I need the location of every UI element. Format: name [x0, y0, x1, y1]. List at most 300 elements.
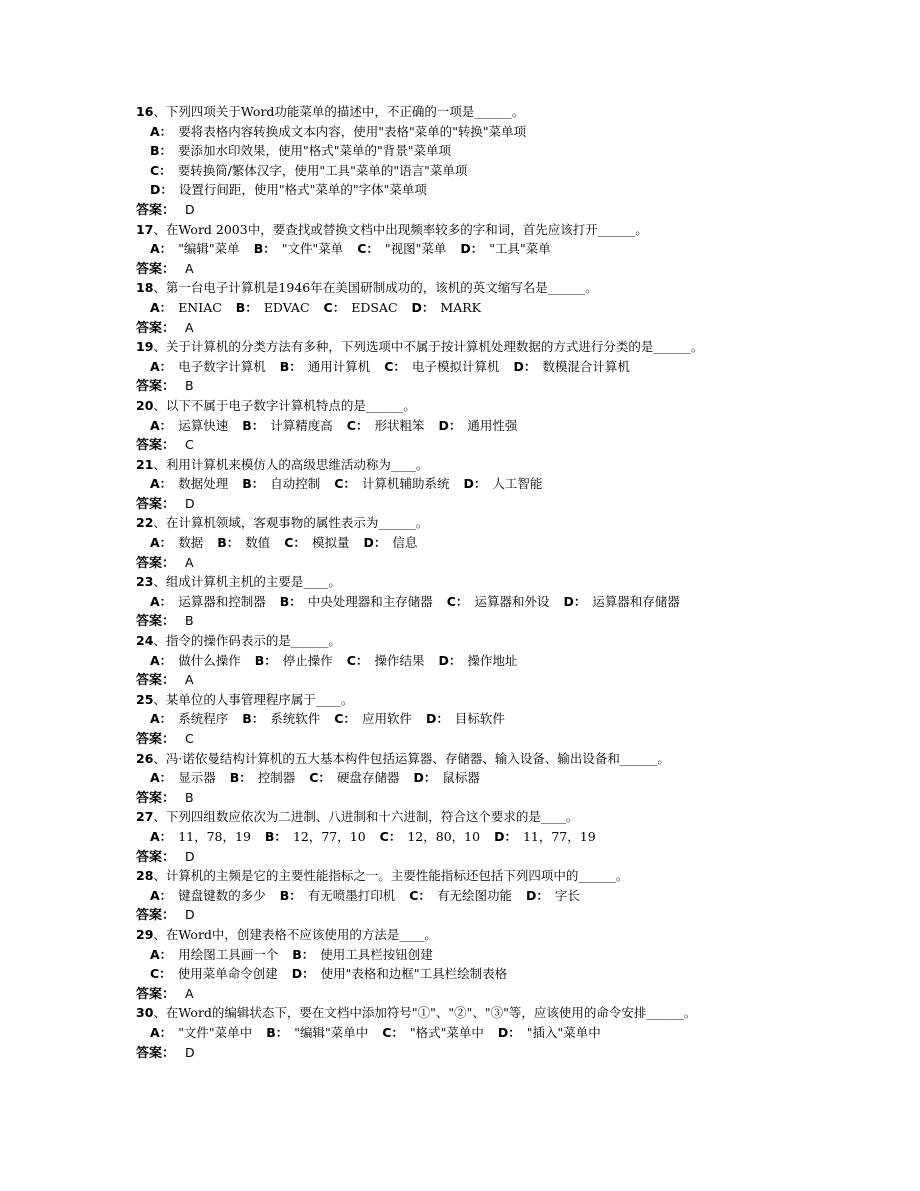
- option: [347, 418, 425, 433]
- option: [150, 653, 241, 668]
- question-stem: [0, 337, 920, 357]
- question-block: [0, 1003, 920, 1062]
- option-text: 计算机辅助系统: [361, 476, 450, 492]
- option-text: 控制器: [257, 770, 296, 786]
- option: [236, 300, 310, 315]
- option-label: C：: [323, 299, 346, 315]
- question-separator: 、: [153, 339, 166, 355]
- option-label: A：: [150, 535, 173, 551]
- option: [494, 829, 596, 844]
- option-line: [0, 239, 920, 259]
- question-block: [0, 455, 920, 514]
- option-label: C：: [446, 593, 469, 609]
- option-label: D：: [438, 417, 462, 433]
- question-number: 23: [136, 574, 154, 590]
- option-label: A：: [150, 887, 173, 903]
- question-separator: 、: [153, 221, 166, 237]
- answer-value: D: [185, 495, 195, 511]
- option: [150, 241, 240, 256]
- answer-line: [0, 1043, 920, 1063]
- answer-line: [0, 553, 920, 573]
- option-text: "格式"菜单中: [409, 1024, 484, 1040]
- question-block: [0, 278, 920, 337]
- question-number: 29: [136, 926, 154, 942]
- option: [409, 888, 512, 903]
- answer-label: 答案：: [136, 849, 176, 865]
- option: [242, 711, 320, 726]
- option: [380, 829, 480, 844]
- option: [334, 476, 449, 491]
- option-label: A：: [150, 828, 173, 844]
- option: [498, 1025, 601, 1040]
- option-label: B：: [253, 241, 276, 257]
- question-stem: [0, 749, 920, 769]
- option-label: C：: [309, 770, 331, 786]
- option-text: 操作结果: [374, 652, 425, 668]
- option-label: B：: [279, 593, 302, 609]
- question-separator: 、: [153, 809, 166, 825]
- option-text: 模拟量: [311, 535, 350, 551]
- option: [280, 594, 433, 609]
- option-text: 中央处理器和主存储器: [307, 593, 433, 609]
- option-text: 电子数字计算机: [178, 358, 266, 374]
- question-list: [0, 102, 920, 1062]
- answer-line: [0, 611, 920, 631]
- option-label: C：: [150, 966, 172, 982]
- answer-line: [0, 494, 920, 514]
- option-line: [0, 357, 920, 377]
- option-label: A：: [150, 946, 173, 962]
- option-label: D：: [411, 299, 435, 315]
- option-text: MARK: [440, 299, 481, 315]
- answer-value: D: [185, 201, 195, 217]
- option: [150, 829, 251, 844]
- option-label: A：: [150, 123, 173, 139]
- option-label: A：: [150, 241, 173, 257]
- option: [230, 770, 296, 785]
- option: [347, 653, 425, 668]
- option-text: 人工智能: [492, 476, 543, 492]
- answer-line: [0, 259, 920, 279]
- option: [463, 476, 542, 491]
- question-separator: 、: [153, 1005, 166, 1021]
- question-separator: 、: [153, 397, 166, 413]
- question-stem: [0, 631, 920, 651]
- question-text: 关于计算机的分类方法有多种，下列选项中不属于按计算机处理数据的方式进行分类的是______。: [165, 339, 704, 355]
- question-stem: [0, 278, 920, 298]
- answer-value: C: [185, 437, 194, 453]
- answer-value: A: [185, 319, 194, 335]
- option-label: C：: [409, 887, 431, 903]
- option-text: 键盘键数的多少: [178, 887, 266, 903]
- option-text: "文件"菜单: [281, 241, 344, 257]
- option: [357, 241, 446, 256]
- answer-line: [0, 905, 920, 925]
- option: [526, 888, 580, 903]
- answer-value: D: [185, 848, 195, 864]
- option-label: D：: [460, 241, 484, 257]
- question-stem: [0, 102, 920, 122]
- option: [150, 476, 228, 491]
- option-text: 字长: [554, 887, 580, 903]
- option-line: [0, 533, 920, 553]
- option-text: 使用工具栏按钮创建: [320, 946, 433, 962]
- option-text: "视图"菜单: [384, 241, 447, 257]
- question-number: 27: [136, 809, 154, 825]
- option: [266, 1025, 368, 1040]
- question-number: 17: [136, 221, 154, 237]
- option-label: B：: [279, 887, 302, 903]
- question-number: 28: [136, 868, 154, 884]
- question-block: [0, 866, 920, 925]
- question-text: 在Word中，创建表格不应该使用的方法是____。: [165, 926, 437, 942]
- question-separator: 、: [153, 456, 166, 472]
- answer-line: [0, 984, 920, 1004]
- option-text: 运算快速: [178, 417, 229, 433]
- option-label: A：: [150, 593, 173, 609]
- answer-label: 答案：: [136, 732, 176, 747]
- option-label: D：: [150, 182, 173, 198]
- question-separator: 、: [153, 750, 166, 766]
- question-text: 计算机的主频是它的主要性能指标之一。主要性能指标还包括下列四项中的______。: [165, 868, 629, 884]
- answer-value: B: [185, 789, 194, 805]
- question-text: 在计算机领域，客观事物的属性表示为______。: [165, 515, 429, 531]
- answer-line: [0, 788, 920, 808]
- option-text: EDSAC: [351, 299, 398, 315]
- option-label: D：: [494, 828, 517, 844]
- question-block: [0, 749, 920, 808]
- question-text: 冯·诺依曼结构计算机的五大基本构件包括运算器、存储器、输入设备、输出设备和______。: [165, 750, 670, 766]
- answer-line: [0, 376, 920, 396]
- option-text: 数据: [178, 535, 204, 551]
- option-label: A：: [150, 358, 173, 374]
- option: [447, 594, 550, 609]
- option-label: B：: [279, 358, 302, 374]
- option: [242, 418, 333, 433]
- option-label: C：: [384, 358, 406, 374]
- option-line: [0, 474, 920, 494]
- option-label: D：: [425, 711, 449, 727]
- option: [150, 418, 228, 433]
- option-line: [0, 122, 920, 142]
- question-block: [0, 337, 920, 396]
- option-label: D：: [497, 1024, 521, 1040]
- option-text: 11，77，19: [522, 828, 596, 844]
- option-label: B：: [242, 711, 265, 727]
- option: [563, 594, 679, 609]
- option-text: 目标软件: [454, 711, 505, 727]
- option: [412, 300, 481, 315]
- option-text: 数模混合计算机: [542, 358, 630, 374]
- question-number: 21: [136, 456, 154, 472]
- option-label: C：: [150, 162, 172, 178]
- question-number: 19: [136, 339, 154, 355]
- option-line: [0, 651, 920, 671]
- question-separator: 、: [153, 633, 166, 649]
- option-text: 数据处理: [178, 476, 229, 492]
- option-line: [0, 886, 920, 906]
- option: [426, 711, 505, 726]
- answer-value: A: [185, 554, 194, 570]
- option: [460, 241, 550, 256]
- option: [438, 418, 517, 433]
- option-text: 有无绘图功能: [436, 887, 512, 903]
- option-text: 有无喷墨打印机: [307, 887, 396, 903]
- question-stem: [0, 807, 920, 827]
- option-text: 运算器和控制器: [178, 593, 266, 609]
- question-text: 某单位的人事管理程序属于____。: [165, 691, 354, 707]
- option-text: 运算器和外设: [474, 593, 550, 609]
- option-label: B：: [150, 143, 173, 159]
- question-separator: 、: [153, 926, 166, 942]
- question-number: 25: [136, 691, 154, 707]
- option-text: 要添加水印效果，使用"格式"菜单的"背景"菜单项: [178, 143, 452, 159]
- option-label: D：: [463, 476, 487, 492]
- option: [150, 143, 451, 158]
- option-label: C：: [346, 652, 369, 668]
- question-separator: 、: [153, 691, 166, 707]
- option-text: 信息: [392, 535, 418, 551]
- answer-label: 答案：: [136, 673, 176, 689]
- question-stem: [0, 396, 920, 416]
- question-text: 组成计算机主机的主要是____。: [165, 574, 341, 590]
- option-label: A：: [150, 1024, 173, 1040]
- option-text: 数值: [245, 535, 271, 551]
- answer-value: B: [185, 613, 194, 629]
- option-text: 停止操作: [282, 652, 333, 668]
- option: [280, 359, 371, 374]
- option-label: A：: [150, 417, 173, 433]
- option-label: A：: [150, 770, 173, 786]
- question-text: 在Word 2003中，要查找或替换文档中出现频率较多的字和词，首先应该打开______。: [165, 221, 648, 237]
- option: [513, 359, 629, 374]
- answer-value: A: [185, 260, 194, 276]
- option-line: [0, 180, 920, 200]
- question-block: [0, 220, 920, 279]
- answer-value: B: [185, 378, 194, 394]
- option-text: 设置行间距，使用"格式"菜单的"字体"菜单项: [178, 182, 427, 198]
- answer-label: 答案：: [136, 555, 176, 571]
- answer-value: D: [185, 1044, 195, 1060]
- answer-label: 答案：: [136, 908, 176, 924]
- option: [265, 829, 366, 844]
- option-line: [0, 592, 920, 612]
- answer-label: 答案：: [136, 1045, 176, 1061]
- option-text: 操作地址: [467, 652, 518, 668]
- option: [438, 653, 517, 668]
- question-block: [0, 690, 920, 749]
- option: [292, 947, 433, 962]
- option-text: 自动控制: [270, 476, 321, 492]
- question-block: [0, 102, 920, 220]
- question-stem: [0, 690, 920, 710]
- option-line: [0, 161, 920, 181]
- option-text: 运算器和存储器: [592, 593, 680, 609]
- answer-label: 答案：: [136, 986, 176, 1002]
- answer-line: [0, 670, 920, 690]
- option: [150, 182, 427, 197]
- option-label: D：: [363, 535, 387, 551]
- option-label: C：: [379, 828, 402, 844]
- option-text: 系统程序: [178, 711, 229, 727]
- question-text: 下列四项关于Word功能菜单的描述中，不正确的一项是______。: [165, 104, 525, 119]
- option-text: 通用性强: [467, 417, 518, 433]
- option-line: [0, 768, 920, 788]
- answer-value: A: [185, 672, 194, 688]
- option-label: B：: [242, 417, 265, 433]
- question-stem: [0, 220, 920, 240]
- option-label: D：: [525, 887, 549, 903]
- option-text: 电子模拟计算机: [411, 358, 500, 374]
- answer-line: [0, 729, 920, 749]
- answer-label: 答案：: [136, 379, 176, 395]
- question-text: 以下不属于电子数字计算机特点的是______。: [165, 397, 416, 413]
- option: [150, 947, 278, 962]
- option: [150, 1025, 252, 1040]
- question-block: [0, 631, 920, 690]
- answer-value: A: [185, 985, 194, 1001]
- option-label: D：: [563, 593, 587, 609]
- option-text: 使用菜单命令创建: [177, 966, 278, 982]
- option: [150, 535, 203, 550]
- option: [150, 888, 266, 903]
- answer-value: C: [185, 731, 194, 746]
- question-stem: [0, 455, 920, 475]
- answer-line: [0, 847, 920, 867]
- question-number: 20: [136, 397, 154, 413]
- option: [150, 359, 266, 374]
- option-text: "文件"菜单中: [178, 1024, 253, 1040]
- option-label: B：: [242, 476, 265, 492]
- option-text: 要转换简/繁体汉字，使用"工具"菜单的"语言"菜单项: [177, 162, 468, 178]
- question-text: 利用计算机来模仿人的高级思维活动称为____。: [165, 456, 429, 472]
- option: [217, 535, 270, 550]
- answer-line: [0, 318, 920, 338]
- question-block: [0, 572, 920, 631]
- answer-label: 答案：: [136, 614, 176, 630]
- option-text: 12，77，10: [292, 828, 366, 844]
- option: [150, 770, 216, 785]
- question-text: 下列四组数应依次为二进制、八进制和十六进制，符合这个要求的是____。: [165, 809, 579, 825]
- answer-label: 答案：: [136, 261, 176, 277]
- option-label: C：: [334, 476, 356, 492]
- option: [150, 300, 222, 315]
- option-line: [0, 709, 920, 729]
- option-label: D：: [413, 770, 437, 786]
- option-label: C：: [334, 711, 356, 727]
- answer-value: D: [185, 907, 195, 923]
- option-label: C：: [382, 1024, 404, 1040]
- question-stem: [0, 513, 920, 533]
- option-label: D：: [438, 652, 462, 668]
- option: [150, 124, 526, 139]
- option-line: [0, 945, 920, 965]
- option-label: B：: [264, 828, 287, 844]
- answer-line: [0, 200, 920, 220]
- question-separator: 、: [153, 104, 166, 119]
- option-label: A：: [150, 299, 173, 315]
- question-number: 18: [136, 280, 154, 296]
- option-text: 系统软件: [270, 711, 321, 727]
- option-label: B：: [292, 946, 315, 962]
- option-line: [0, 1023, 920, 1043]
- option: [363, 535, 417, 550]
- option-text: 用绘图工具画一个: [178, 946, 279, 962]
- option: [255, 653, 333, 668]
- option-text: 显示器: [178, 770, 216, 786]
- question-number: 26: [136, 750, 154, 766]
- question-separator: 、: [153, 868, 166, 884]
- option: [280, 888, 396, 903]
- answer-label: 答案：: [136, 790, 176, 806]
- option: [292, 966, 507, 981]
- option-label: C：: [346, 417, 369, 433]
- question-text: 第一台电子计算机是1946年在美国研制成功的，该机的英文缩写名是______。: [165, 280, 598, 296]
- option-text: 通用计算机: [307, 358, 371, 374]
- option-line: [0, 827, 920, 847]
- question-separator: 、: [153, 574, 166, 590]
- option: [413, 770, 479, 785]
- option-label: C：: [284, 535, 306, 551]
- question-block: [0, 513, 920, 572]
- option-label: B：: [254, 652, 277, 668]
- question-block: [0, 807, 920, 866]
- option-text: 做什么操作: [178, 652, 241, 668]
- option-text: 要将表格内容转换成文本内容，使用"表格"菜单的"转换"菜单项: [178, 123, 527, 139]
- option-line: [0, 298, 920, 318]
- option-label: B：: [266, 1024, 289, 1040]
- option-text: 计算精度高: [270, 417, 333, 433]
- option: [384, 359, 499, 374]
- option: [242, 476, 320, 491]
- option: [284, 535, 349, 550]
- question-number: 22: [136, 515, 154, 531]
- option-text: 鼠标器: [442, 770, 480, 786]
- option-text: 11，78，19: [178, 828, 251, 844]
- option-line: [0, 141, 920, 161]
- option: [150, 594, 266, 609]
- option: [254, 241, 344, 256]
- option-text: ENIAC: [178, 299, 222, 315]
- option: [324, 300, 398, 315]
- answer-label: 答案：: [136, 438, 176, 454]
- option-text: "编辑"菜单中: [294, 1024, 369, 1040]
- option-text: 应用软件: [361, 711, 412, 727]
- option-text: "插入"菜单中: [526, 1024, 601, 1040]
- option-text: 12，80，10: [407, 828, 481, 844]
- question-separator: 、: [153, 280, 166, 296]
- option-label: A：: [150, 652, 173, 668]
- question-number: 16: [136, 104, 154, 119]
- question-number: 30: [136, 1005, 154, 1021]
- option: [150, 163, 467, 178]
- option-line: [0, 416, 920, 436]
- question-stem: [0, 866, 920, 886]
- option-label: D：: [291, 966, 315, 982]
- option-label: B：: [217, 535, 240, 551]
- question-stem: [0, 925, 920, 945]
- question-block: [0, 396, 920, 455]
- question-stem: [0, 1003, 920, 1023]
- answer-label: 答案：: [136, 320, 176, 336]
- option-text: 形状粗笨: [374, 417, 425, 433]
- option: [334, 711, 412, 726]
- option-label: C：: [357, 241, 379, 257]
- option-label: B：: [235, 299, 258, 315]
- option-text: "工具"菜单: [489, 241, 551, 257]
- question-block: [0, 925, 920, 1003]
- option-text: EDVAC: [263, 299, 310, 315]
